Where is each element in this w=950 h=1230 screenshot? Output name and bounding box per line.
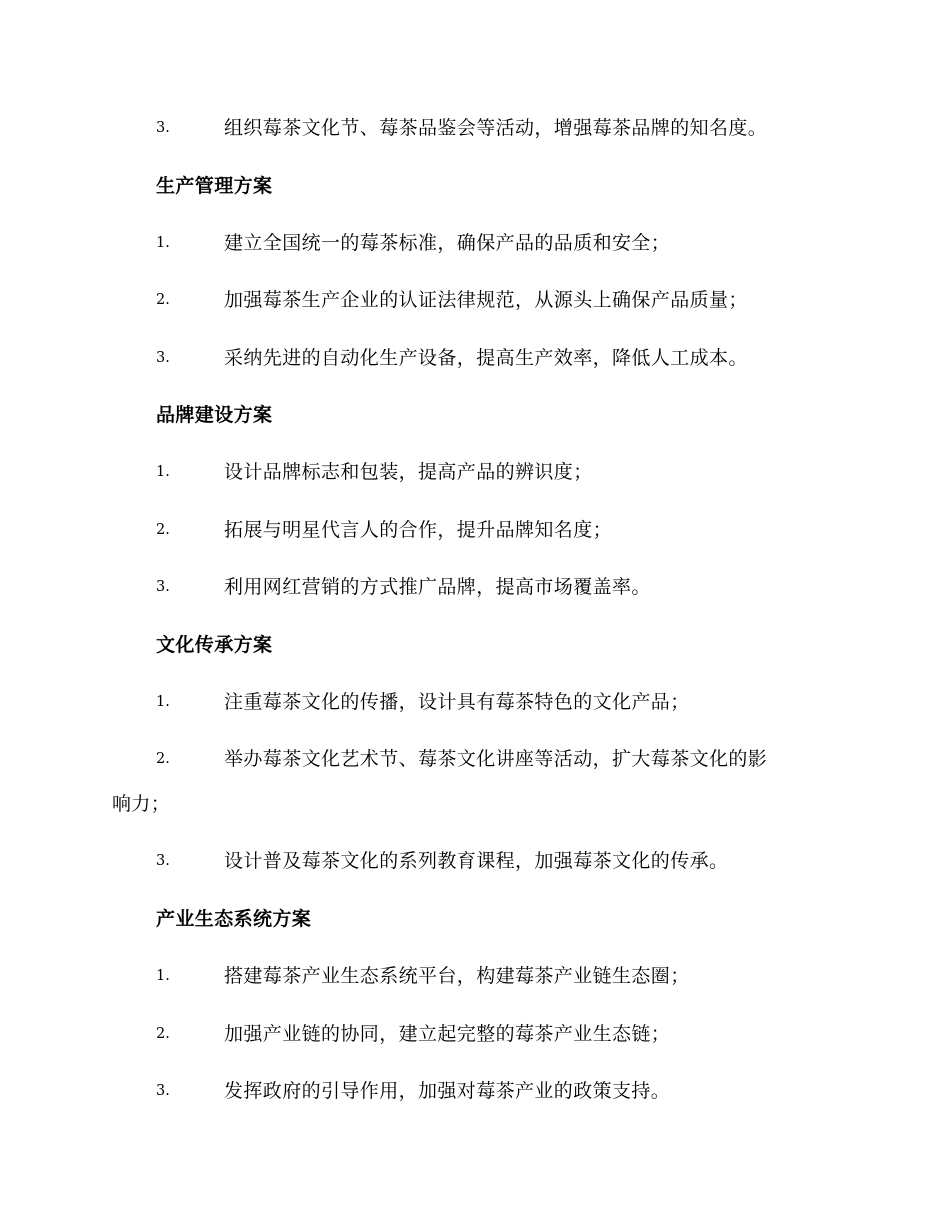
list-item <box>112 948 842 1005</box>
list-item-number: 3. <box>156 579 170 595</box>
list-item <box>112 833 842 890</box>
list-item <box>112 330 842 387</box>
list-item-text: 响力； <box>112 793 171 815</box>
list-item-number: 3. <box>156 1083 170 1099</box>
list-item-number: 2. <box>156 522 170 538</box>
list-item <box>112 272 842 329</box>
list-item-number: 2. <box>156 751 170 767</box>
list-item-number: 1. <box>156 235 170 251</box>
section-heading: 文化传承方案 <box>156 634 273 656</box>
list-item-text: 搭建莓茶产业生态系统平台，构建莓茶产业链生态圈； <box>224 965 690 987</box>
list-item <box>112 100 842 157</box>
list-item-number: 3. <box>156 350 170 366</box>
list-item-text: 建立全国统一的莓茶标准，确保产品的品质和安全； <box>224 232 671 254</box>
list-item-continuation <box>112 776 842 833</box>
list-item-text: 设计普及莓茶文化的系列教育课程，加强莓茶文化的传承。 <box>224 850 729 872</box>
list-item-text: 利用网红营销的方式推广品牌，提高市场覆盖率。 <box>224 576 651 598</box>
list-item-number: 1. <box>156 694 170 710</box>
list-item <box>112 559 842 616</box>
list-item <box>112 674 842 731</box>
list-item-number: 2. <box>156 1026 170 1042</box>
list-item-number: 1. <box>156 464 170 480</box>
list-item-text: 发挥政府的引导作用，加强对莓茶产业的政策支持。 <box>224 1080 671 1102</box>
list-item-number: 3. <box>156 120 170 136</box>
list-item-text: 举办莓茶文化艺术节、莓茶文化讲座等活动，扩大莓茶文化的影 <box>224 748 768 770</box>
list-item <box>112 215 842 272</box>
list-item <box>112 1006 842 1063</box>
list-item-text: 加强莓茶生产企业的认证法律规范，从源头上确保产品质量； <box>224 289 748 311</box>
list-item-text: 组织莓茶文化节、莓茶品鉴会等活动，增强莓茶品牌的知名度。 <box>224 117 768 139</box>
list-item-text: 采纳先进的自动化生产设备，提高生产效率，降低人工成本。 <box>224 347 748 369</box>
list-item-text: 拓展与明星代言人的合作，提升品牌知名度； <box>224 519 613 541</box>
list-item-number: 3. <box>156 853 170 869</box>
list-item <box>112 502 842 559</box>
list-item-number: 2. <box>156 292 170 308</box>
list-item-text: 加强产业链的协同，建立起完整的莓茶产业生态链； <box>224 1023 671 1045</box>
list-item-text: 注重莓茶文化的传播，设计具有莓茶特色的文化产品； <box>224 691 690 713</box>
list-item <box>112 1063 842 1120</box>
section-heading: 生产管理方案 <box>156 175 273 197</box>
list-item-text: 设计品牌标志和包装，提高产品的辨识度； <box>224 461 593 483</box>
section-heading: 品牌建设方案 <box>156 404 273 426</box>
list-item-number: 1. <box>156 968 170 984</box>
section-heading: 产业生态系统方案 <box>156 908 312 930</box>
list-item <box>112 444 842 501</box>
